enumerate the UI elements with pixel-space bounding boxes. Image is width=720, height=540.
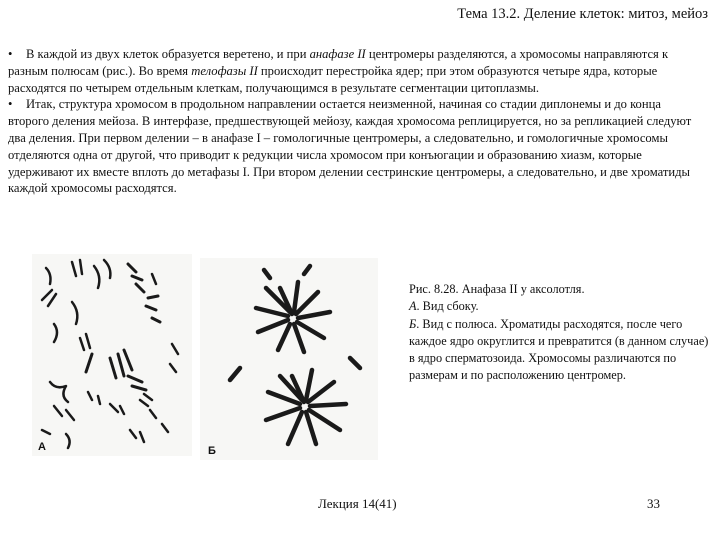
caption-a-label: А (409, 299, 417, 314)
paragraph-1 (8, 46, 704, 96)
footer-lecture: Лекция 14(41) (318, 496, 397, 511)
caption-a-text: . Вид сбоку. (416, 299, 479, 314)
page-number: 33 (647, 496, 660, 511)
caption-b-label: Б (409, 316, 417, 331)
figure-a-side-view (32, 254, 192, 456)
paragraph-2 (8, 96, 704, 197)
term-telophase-ii: телофазы II (191, 63, 258, 78)
figure-b-label: Б (208, 445, 216, 457)
chromosomes-polar-view-image (200, 258, 378, 460)
paragraph-1-text-a: В каждой из двух клеток образуется веретено, и при (26, 47, 310, 61)
figure-a-label: А (38, 441, 46, 453)
figure-b-polar-view (200, 258, 378, 460)
paragraph-1-text-c: происходит перестройка ядер; при этом образуются четыре ядра, которые расходятся по четырем отдельным клеткам, получающимся в результате сегментации цитоплазмы. (8, 63, 658, 95)
paragraph-1-text-b: центромеры разделяются, а хромосомы направляются к разным полюсам (рис.). Во время (8, 47, 669, 78)
term-anaphase-ii: анафазе II (309, 47, 366, 61)
body-text (8, 46, 704, 197)
caption-b-text: . Вид с полюса. Хроматиды расходятся, после чего каждое ядро округлится и превратится (в данном случае) в ядро сперматозоида. Хромосомы различаются по размерам и по расположению центромер. (409, 316, 709, 383)
caption-line-a (409, 298, 709, 315)
figure-caption (409, 281, 709, 385)
chromosomes-side-view-image (32, 254, 192, 456)
paragraph-2-text: Итак, структура хромосом в продольном направлении остается неизменной, начиная со стадии диплонемы и до конца второго деления мейоза. В интерфазе, предшествующей мейозу, каждая хромосома реплицируется, но за репликацией следуют два деления. При первом делении – в анафазе I – гомологичные центромеры, а следовательно, и гомологичные хромосомы отделяются одна от другой, что приводит к редукции числа хромосом при конъюгации и образованию хиазм, которые удерживают их вместе вплоть до метафазы I. При втором делении сестринские центромеры, а следовательно, и две хроматиды каждой хромосомы расходятся. (8, 97, 692, 196)
slide-title: Тема 13.2. Деление клеток: митоз, мейоз (457, 6, 708, 22)
caption-line-b (409, 316, 709, 385)
bullet: • (8, 47, 13, 61)
caption-line-1: Рис. 8.28. Анафаза II у аксолотля. (409, 282, 585, 296)
bullet: • (8, 97, 13, 112)
